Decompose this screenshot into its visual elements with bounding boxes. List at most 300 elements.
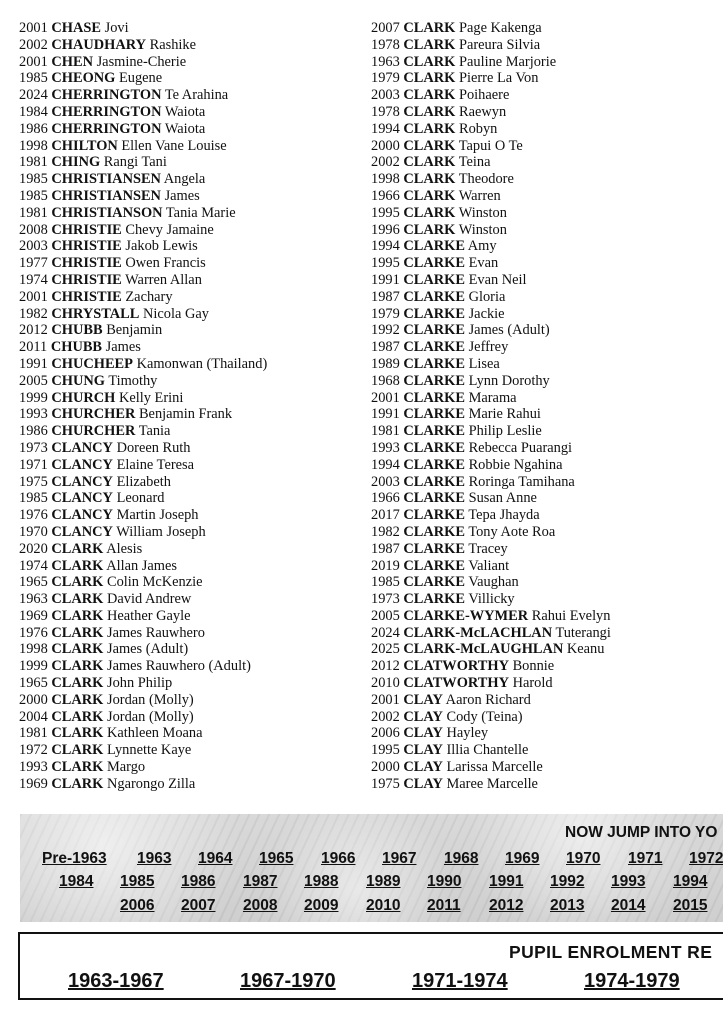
entry-surname: CLARKE-WYMER bbox=[403, 607, 529, 624]
entry-year: 2003 bbox=[371, 473, 400, 490]
entry-year: 1992 bbox=[371, 322, 400, 339]
enrolment-entry bbox=[371, 574, 723, 591]
entry-surname: CLAY bbox=[403, 725, 443, 742]
entry-surname: CLAY bbox=[403, 759, 443, 776]
year-link[interactable]: 2011 bbox=[427, 897, 461, 914]
entry-given-names: Te Arahina bbox=[164, 87, 229, 104]
entry-surname: CLARKE bbox=[403, 238, 465, 255]
enrolment-entry bbox=[19, 121, 359, 138]
year-link[interactable]: 1992 bbox=[550, 873, 585, 890]
entry-surname: CLARK bbox=[403, 20, 456, 36]
enrolment-entry bbox=[19, 306, 359, 323]
enrolment-entry bbox=[371, 524, 723, 541]
entry-year: 2002 bbox=[371, 708, 400, 725]
year-link[interactable]: 2007 bbox=[181, 897, 216, 914]
entry-given-names: Bonnie bbox=[512, 658, 555, 675]
enrolment-range-link[interactable]: 1971-1974 bbox=[412, 970, 508, 992]
enrolment-entry bbox=[19, 222, 359, 239]
entry-given-names: Zachary bbox=[125, 288, 173, 305]
year-link[interactable]: 2015 bbox=[673, 897, 708, 914]
entry-year: 1969 bbox=[19, 607, 48, 624]
enrolment-entry bbox=[19, 641, 359, 658]
entry-surname: CLARK bbox=[51, 775, 104, 792]
entry-given-names: Tuterangi bbox=[555, 624, 611, 641]
year-link[interactable]: 2006 bbox=[120, 897, 155, 914]
enrolment-list-right bbox=[371, 20, 723, 793]
year-link[interactable]: 1994 bbox=[673, 873, 708, 890]
entry-surname: CLARKE bbox=[403, 389, 465, 406]
entry-year: 1981 bbox=[19, 725, 48, 742]
entry-given-names: James Rauwhero (Adult) bbox=[106, 658, 251, 675]
entry-given-names: Vaughan bbox=[468, 574, 519, 591]
entry-given-names: Kamonwan (Thailand) bbox=[136, 355, 268, 372]
entry-year: 2020 bbox=[19, 540, 48, 557]
entry-given-names: Pierre La Von bbox=[458, 70, 539, 87]
enrolment-entry bbox=[19, 524, 359, 541]
entry-given-names: Waiota bbox=[164, 120, 206, 137]
year-link[interactable]: 1989 bbox=[366, 873, 401, 890]
year-link[interactable]: 2013 bbox=[550, 897, 585, 914]
entry-year: 2001 bbox=[371, 691, 400, 708]
entry-surname: CLARK-McLACHLAN bbox=[403, 624, 553, 641]
enrolment-entry bbox=[19, 742, 359, 759]
entry-given-names: Roringa Tamihana bbox=[468, 473, 575, 490]
enrolment-entry bbox=[371, 692, 723, 709]
enrolment-range-link[interactable]: 1963-1967 bbox=[68, 970, 164, 992]
entry-year: 1969 bbox=[19, 775, 48, 792]
entry-given-names: Marie Rahui bbox=[468, 406, 541, 423]
enrolment-entry bbox=[19, 154, 359, 171]
entry-surname: CLARK bbox=[403, 187, 456, 204]
entry-surname: CHERRINGTON bbox=[51, 103, 162, 120]
entry-surname: CLARKE bbox=[403, 473, 465, 490]
entry-surname: CHASE bbox=[51, 20, 101, 36]
entry-given-names: Marama bbox=[468, 389, 517, 406]
enrolment-entry bbox=[19, 675, 359, 692]
entry-given-names: Maree Marcelle bbox=[446, 775, 538, 792]
entry-given-names: Winston bbox=[458, 204, 507, 221]
enrolment-entry bbox=[19, 104, 359, 121]
entry-given-names: Jordan (Molly) bbox=[106, 691, 194, 708]
enrolment-entry bbox=[371, 558, 723, 575]
enrolment-entry bbox=[371, 255, 723, 272]
entry-year: 2002 bbox=[371, 154, 400, 171]
enrolment-entry bbox=[371, 154, 723, 171]
entry-given-names: Rashike bbox=[149, 36, 197, 53]
enrolment-entry bbox=[371, 121, 723, 138]
entry-surname: CLARKE bbox=[403, 271, 465, 288]
enrolment-entry bbox=[371, 272, 723, 289]
year-link[interactable]: 2010 bbox=[366, 897, 401, 914]
enrolment-entry bbox=[371, 608, 723, 625]
entry-surname: CLARK bbox=[403, 70, 456, 87]
entry-year: 1979 bbox=[371, 70, 400, 87]
entry-year: 2012 bbox=[371, 658, 400, 675]
enrolment-entry bbox=[19, 289, 359, 306]
entry-surname: CLARKE bbox=[403, 456, 465, 473]
entry-year: 1989 bbox=[371, 355, 400, 372]
enrolment-entry bbox=[19, 608, 359, 625]
enrolment-entry bbox=[19, 558, 359, 575]
entry-surname: CHRISTIANSEN bbox=[51, 187, 161, 204]
entry-given-names: Evan bbox=[468, 255, 499, 272]
entry-given-names: Tracey bbox=[468, 540, 508, 557]
entry-surname: CLAY bbox=[403, 742, 443, 759]
entry-year: 2001 bbox=[371, 389, 400, 406]
entry-year: 2004 bbox=[19, 708, 48, 725]
entry-year: 1998 bbox=[19, 641, 48, 658]
entry-given-names: Winston bbox=[458, 221, 507, 238]
enrolment-entry bbox=[19, 406, 359, 423]
enrolment-entry bbox=[19, 171, 359, 188]
year-link[interactable]: 1990 bbox=[427, 873, 462, 890]
entry-year: 1994 bbox=[371, 120, 400, 137]
entry-year: 2003 bbox=[371, 87, 400, 104]
enrolment-entry bbox=[19, 339, 359, 356]
enrolment-entry bbox=[19, 709, 359, 726]
entry-given-names: Rangi Tani bbox=[103, 154, 167, 171]
entry-surname: CLARK bbox=[51, 759, 104, 776]
entry-year: 2002 bbox=[19, 36, 48, 53]
entry-year: 1994 bbox=[371, 238, 400, 255]
entry-year: 2001 bbox=[19, 53, 48, 70]
year-link[interactable]: Pre-1963 bbox=[42, 850, 107, 867]
entry-surname: CLANCY bbox=[51, 439, 113, 456]
entry-given-names: Harold bbox=[512, 675, 553, 692]
entry-year: 2001 bbox=[19, 288, 48, 305]
entry-given-names: James bbox=[164, 187, 200, 204]
entry-surname: CLANCY bbox=[51, 456, 113, 473]
enrolment-entry bbox=[19, 188, 359, 205]
entry-surname: CLARK bbox=[403, 53, 456, 70]
year-link[interactable]: 1991 bbox=[489, 873, 524, 890]
year-link[interactable]: 1993 bbox=[611, 873, 646, 890]
entry-surname: CHUBB bbox=[51, 322, 103, 339]
year-link[interactable]: 1986 bbox=[181, 873, 216, 890]
entry-year: 2005 bbox=[371, 607, 400, 624]
entry-surname: CLARKE bbox=[403, 406, 465, 423]
entry-year: 1996 bbox=[371, 221, 400, 238]
entry-year: 1986 bbox=[19, 120, 48, 137]
enrolment-entry bbox=[371, 776, 723, 793]
enrolment-entry bbox=[19, 776, 359, 793]
enrolment-entry bbox=[19, 625, 359, 642]
entry-given-names: Warren Allan bbox=[125, 271, 202, 288]
entry-year: 1993 bbox=[19, 406, 48, 423]
entry-given-names: Allan James bbox=[106, 557, 177, 574]
entry-given-names: Tepa Jhayda bbox=[468, 507, 540, 524]
entry-given-names: Chevy Jamaine bbox=[125, 221, 214, 238]
enrolment-entry bbox=[19, 87, 359, 104]
entry-surname: CLARKE bbox=[403, 490, 465, 507]
enrolment-entry bbox=[371, 658, 723, 675]
enrolment-entry bbox=[19, 457, 359, 474]
entry-given-names: Tania Marie bbox=[165, 204, 236, 221]
enrolment-entry bbox=[371, 205, 723, 222]
enrolment-register-panel bbox=[18, 932, 723, 1000]
enrolment-entry bbox=[371, 507, 723, 524]
entry-surname: CLAY bbox=[403, 691, 443, 708]
entry-given-names: Robyn bbox=[458, 120, 498, 137]
year-link[interactable]: 2012 bbox=[489, 897, 524, 914]
enrolment-entry bbox=[371, 440, 723, 457]
entry-surname: CLARKE bbox=[403, 372, 465, 389]
enrolment-range-link[interactable]: 1974-1979 bbox=[584, 970, 680, 992]
entry-given-names: Doreen Ruth bbox=[116, 439, 191, 456]
entry-given-names: Jordan (Molly) bbox=[106, 708, 194, 725]
enrolment-entry bbox=[19, 390, 359, 407]
entry-surname: CLARKE bbox=[403, 523, 465, 540]
entry-given-names: Benjamin Frank bbox=[138, 406, 233, 423]
entry-year: 1987 bbox=[371, 540, 400, 557]
entry-surname: CHEN bbox=[51, 53, 93, 70]
enrolment-entry bbox=[371, 188, 723, 205]
entry-given-names: Timothy bbox=[108, 372, 158, 389]
entry-surname: CLARKE bbox=[403, 288, 465, 305]
enrolment-entry bbox=[19, 490, 359, 507]
year-link[interactable]: 1965 bbox=[259, 850, 294, 867]
entry-surname: CHERRINGTON bbox=[51, 120, 162, 137]
enrolment-entry bbox=[371, 54, 723, 71]
entry-year: 1995 bbox=[371, 742, 400, 759]
entry-given-names: Teina bbox=[458, 154, 491, 171]
entry-surname: CLANCY bbox=[51, 507, 113, 524]
entry-year: 1981 bbox=[19, 154, 48, 171]
entry-given-names: Heather Gayle bbox=[106, 607, 191, 624]
entry-surname: CLARKE bbox=[403, 305, 465, 322]
entry-year: 1994 bbox=[371, 456, 400, 473]
entry-year: 1978 bbox=[371, 103, 400, 120]
entry-given-names: Angela bbox=[163, 171, 206, 188]
entry-given-names: Warren bbox=[458, 187, 501, 204]
enrolment-entry bbox=[19, 591, 359, 608]
enrolment-entry bbox=[371, 709, 723, 726]
entry-surname: CLARK bbox=[51, 691, 104, 708]
enrolment-entry bbox=[19, 507, 359, 524]
entry-year: 1963 bbox=[19, 591, 48, 608]
entry-given-names: Susan Anne bbox=[468, 490, 537, 507]
entry-given-names: Nicola Gay bbox=[143, 305, 209, 322]
entry-given-names: Tony Aote Roa bbox=[468, 523, 556, 540]
year-link[interactable]: 1971 bbox=[628, 850, 663, 867]
entry-year: 1984 bbox=[19, 103, 48, 120]
entry-surname: CHRISTIE bbox=[51, 221, 122, 238]
entry-given-names: Jasmine-Cherie bbox=[96, 53, 187, 70]
entry-surname: CHRISTIE bbox=[51, 288, 122, 305]
year-link[interactable]: 1987 bbox=[243, 873, 278, 890]
entry-surname: CLARK bbox=[403, 87, 456, 104]
jump-heading: NOW JUMP INTO YO bbox=[565, 824, 718, 841]
entry-year: 1985 bbox=[19, 187, 48, 204]
year-link[interactable]: 1963 bbox=[137, 850, 172, 867]
entry-year: 2019 bbox=[371, 557, 400, 574]
entry-given-names: Waiota bbox=[164, 103, 206, 120]
enrolment-entry bbox=[19, 205, 359, 222]
enrolment-entry bbox=[19, 692, 359, 709]
enrolment-entry bbox=[19, 54, 359, 71]
entry-surname: CLARK bbox=[51, 641, 104, 658]
entry-year: 1968 bbox=[371, 372, 400, 389]
entry-given-names: Evan Neil bbox=[468, 271, 527, 288]
entry-year: 1982 bbox=[371, 523, 400, 540]
entry-given-names: Aaron Richard bbox=[445, 691, 531, 708]
entry-given-names: Elaine Teresa bbox=[116, 456, 194, 473]
entry-year: 1979 bbox=[371, 305, 400, 322]
entry-given-names: Rebecca Puarangi bbox=[468, 439, 573, 456]
year-link[interactable]: 1970 bbox=[566, 850, 601, 867]
entry-surname: CLARK bbox=[403, 154, 456, 171]
year-link[interactable]: 1984 bbox=[59, 873, 94, 890]
enrolment-entry bbox=[371, 742, 723, 759]
entry-given-names: Tapui O Te bbox=[458, 137, 523, 154]
entry-year: 1965 bbox=[19, 675, 48, 692]
entry-year: 1966 bbox=[371, 187, 400, 204]
entry-given-names: John Philip bbox=[106, 675, 173, 692]
year-link[interactable]: 1988 bbox=[304, 873, 339, 890]
entry-given-names: Lynn Dorothy bbox=[468, 372, 550, 389]
year-link[interactable]: 1968 bbox=[444, 850, 479, 867]
enrolment-entry bbox=[371, 20, 723, 37]
year-link[interactable]: 2009 bbox=[304, 897, 339, 914]
entry-surname: CLAY bbox=[403, 708, 443, 725]
entry-surname: CHURCH bbox=[51, 389, 116, 406]
entry-year: 1981 bbox=[371, 423, 400, 440]
entry-year: 2001 bbox=[19, 20, 48, 36]
entry-surname: CLARKE bbox=[403, 339, 465, 356]
entry-surname: CLARK bbox=[51, 624, 104, 641]
entry-given-names: Robbie Ngahina bbox=[468, 456, 563, 473]
entry-given-names: Poihaere bbox=[458, 87, 510, 104]
year-link[interactable]: 1969 bbox=[505, 850, 540, 867]
entry-surname: CLARK bbox=[403, 204, 456, 221]
entry-surname: CLARKE bbox=[403, 322, 465, 339]
enrolment-entry bbox=[371, 490, 723, 507]
entry-surname: CLANCY bbox=[51, 490, 113, 507]
entry-surname: CHERRINGTON bbox=[51, 87, 162, 104]
year-link[interactable]: 1967 bbox=[382, 850, 417, 867]
entry-given-names: Gloria bbox=[468, 288, 506, 305]
enrolment-entry bbox=[19, 255, 359, 272]
entry-year: 1999 bbox=[19, 389, 48, 406]
entry-surname: CLARKE bbox=[403, 574, 465, 591]
entry-surname: CLAY bbox=[403, 775, 443, 792]
enrolment-entry bbox=[19, 541, 359, 558]
entry-year: 1985 bbox=[371, 574, 400, 591]
entry-year: 1993 bbox=[371, 439, 400, 456]
enrolment-entry bbox=[371, 591, 723, 608]
entry-given-names: Jakob Lewis bbox=[125, 238, 198, 255]
entry-year: 2008 bbox=[19, 221, 48, 238]
entry-given-names: Page Kakenga bbox=[458, 20, 542, 36]
entry-given-names: Lisea bbox=[468, 355, 500, 372]
entry-surname: CLARK bbox=[51, 725, 104, 742]
enrolment-range-link[interactable]: 1967-1970 bbox=[240, 970, 336, 992]
entry-given-names: Pareura Silvia bbox=[458, 36, 541, 53]
enrolment-entry bbox=[371, 37, 723, 54]
entry-year: 2005 bbox=[19, 372, 48, 389]
enrolment-entry bbox=[19, 759, 359, 776]
entry-given-names: Cody (Teina) bbox=[446, 708, 523, 725]
entry-year: 1985 bbox=[19, 490, 48, 507]
entry-given-names: Theodore bbox=[458, 171, 514, 188]
year-link[interactable]: 2008 bbox=[243, 897, 278, 914]
entry-surname: CHRISTIE bbox=[51, 271, 122, 288]
enrolment-entry bbox=[371, 474, 723, 491]
year-link[interactable]: 2014 bbox=[611, 897, 646, 914]
entry-given-names: Tania bbox=[138, 423, 171, 440]
entry-given-names: Martin Joseph bbox=[116, 507, 199, 524]
enrolment-entry bbox=[371, 222, 723, 239]
enrolment-entry bbox=[371, 171, 723, 188]
entry-surname: CLARK bbox=[51, 658, 104, 675]
entry-given-names: Keanu bbox=[566, 641, 605, 658]
entry-surname: CHUBB bbox=[50, 339, 103, 356]
enrolment-entry bbox=[371, 306, 723, 323]
enrolment-entry bbox=[19, 138, 359, 155]
entry-given-names: James (Adult) bbox=[106, 641, 189, 658]
entry-surname: CLARK bbox=[51, 742, 104, 759]
entry-given-names: David Andrew bbox=[106, 591, 192, 608]
entry-surname: CLARK bbox=[403, 120, 456, 137]
entry-year: 2007 bbox=[371, 20, 400, 36]
year-link[interactable]: 1985 bbox=[120, 873, 155, 890]
entry-given-names: Eugene bbox=[118, 70, 163, 87]
entry-given-names: Villicky bbox=[468, 591, 515, 608]
entry-surname: CHURCHER bbox=[51, 423, 136, 440]
enrolment-entry bbox=[371, 406, 723, 423]
entry-surname: CHILTON bbox=[51, 137, 118, 154]
enrolment-entry bbox=[371, 423, 723, 440]
entry-given-names: Kelly Erini bbox=[118, 389, 184, 406]
enrolment-entry bbox=[19, 238, 359, 255]
entry-surname: CLARKE bbox=[403, 439, 465, 456]
entry-given-names: Colin McKenzie bbox=[106, 574, 203, 591]
entry-surname: CHUNG bbox=[51, 372, 105, 389]
entry-surname: CLARK bbox=[51, 557, 104, 574]
entry-surname: CLARK bbox=[403, 103, 456, 120]
enrolment-entry bbox=[19, 70, 359, 87]
entry-given-names: Amy bbox=[467, 238, 497, 255]
entry-surname: CHAUDHARY bbox=[51, 36, 147, 53]
enrolment-entry bbox=[371, 238, 723, 255]
entry-surname: CLARKE bbox=[403, 423, 465, 440]
year-link[interactable]: 1972 bbox=[689, 850, 723, 867]
year-link[interactable]: 1966 bbox=[321, 850, 356, 867]
entry-given-names: Hayley bbox=[446, 725, 489, 742]
entry-surname: CHING bbox=[51, 154, 101, 171]
year-link[interactable]: 1964 bbox=[198, 850, 233, 867]
entry-year: 2006 bbox=[371, 725, 400, 742]
entry-surname: CLARK bbox=[403, 171, 456, 188]
entry-year: 2024 bbox=[371, 624, 400, 641]
entry-year: 2000 bbox=[19, 691, 48, 708]
enrolment-entry bbox=[371, 373, 723, 390]
entry-year: 1971 bbox=[19, 456, 48, 473]
entry-surname: CLARK bbox=[403, 36, 456, 53]
entry-given-names: William Joseph bbox=[116, 523, 206, 540]
enrolment-entry bbox=[19, 574, 359, 591]
entry-year: 1975 bbox=[19, 473, 48, 490]
entry-surname: CLARK bbox=[51, 607, 104, 624]
enrolment-entry bbox=[19, 423, 359, 440]
entry-given-names: Philip Leslie bbox=[468, 423, 542, 440]
entry-surname: CLARK-McLAUGHLAN bbox=[403, 641, 564, 658]
entry-surname: CLANCY bbox=[51, 473, 113, 490]
entry-surname: CLARKE bbox=[403, 507, 465, 524]
entry-year: 1993 bbox=[19, 759, 48, 776]
entry-surname: CLARK bbox=[51, 708, 104, 725]
entry-year: 1975 bbox=[371, 775, 400, 792]
